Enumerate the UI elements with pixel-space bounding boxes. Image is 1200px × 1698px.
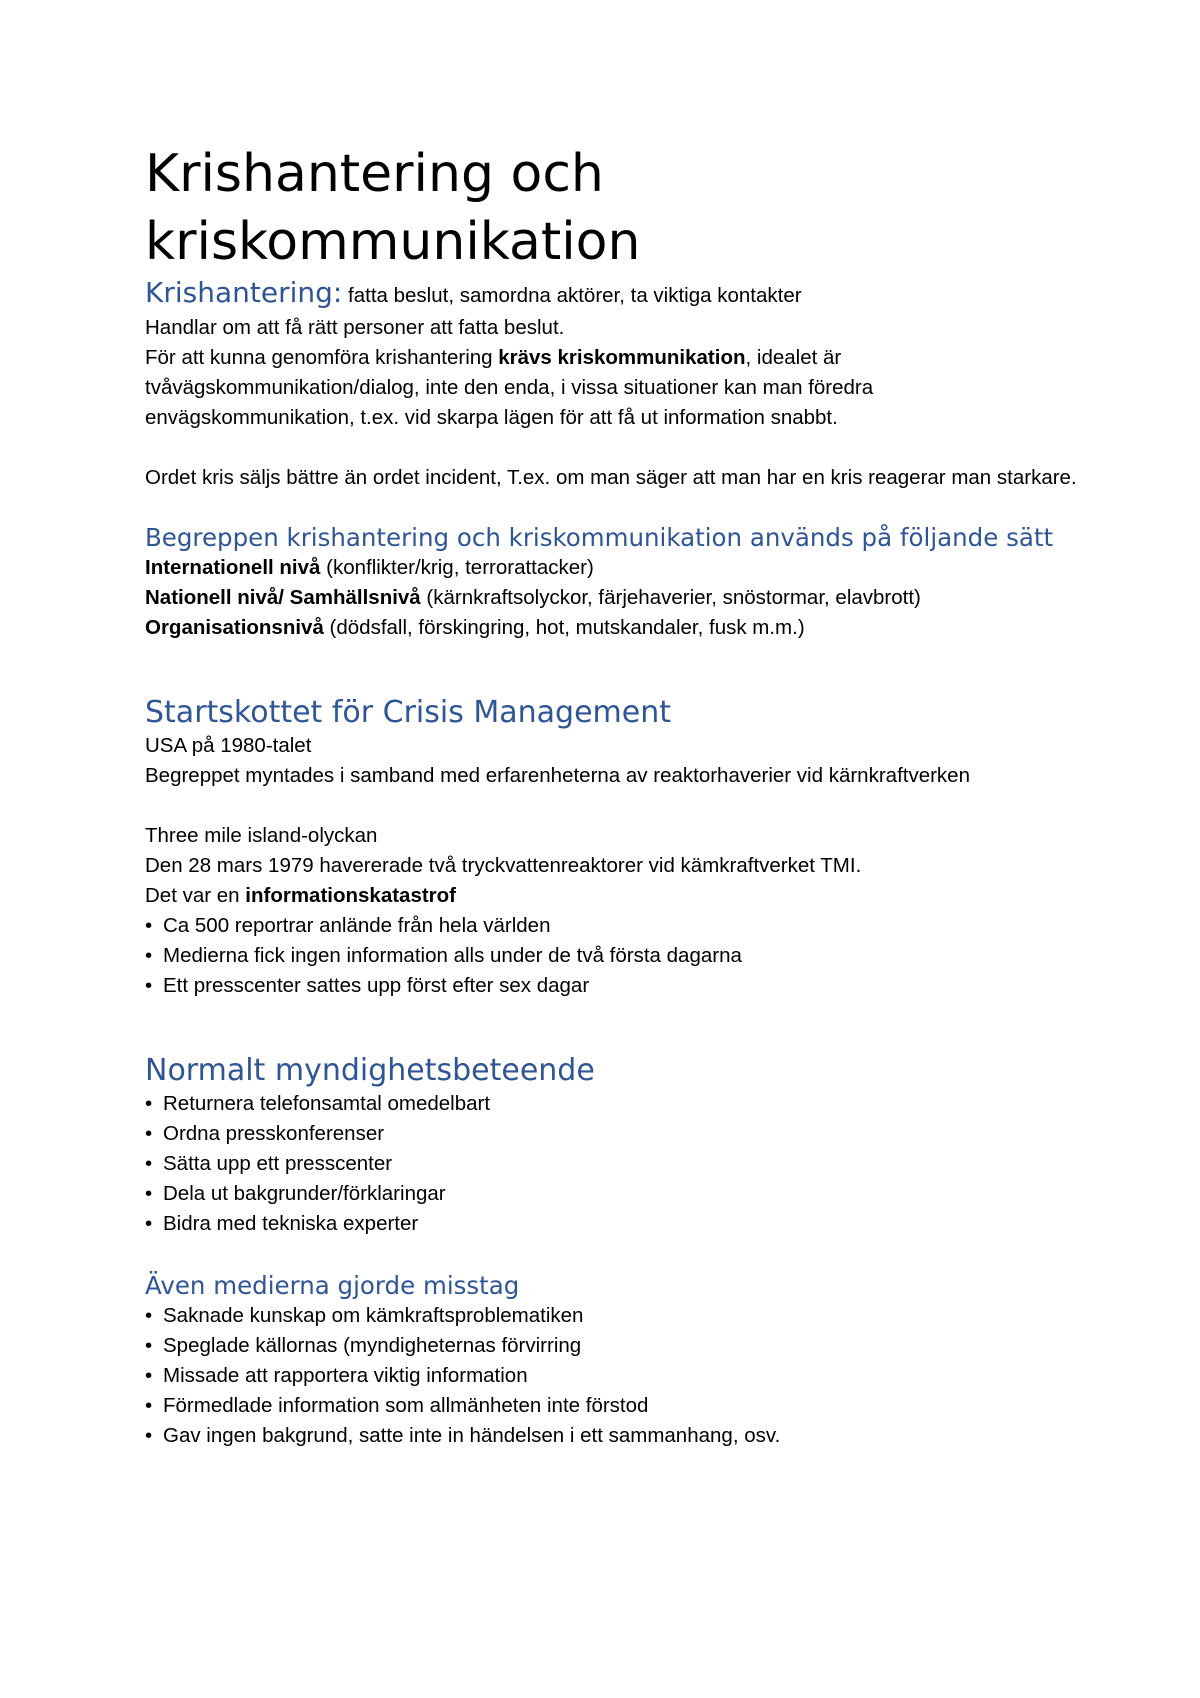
level-item-name: Internationell nivå (145, 556, 321, 579)
start-line-5-a: Det var en (145, 884, 246, 907)
intro-heading-rest: fatta beslut, samordna aktörer, ta viktiga kontakter (342, 284, 802, 307)
start-line-2: Begreppet myntades i samband med erfarenheterna av reaktorhaverier vid kärnkraftverken (145, 764, 970, 787)
intro-line-2: Handlar om att få rätt personer att fatta beslut. (145, 316, 565, 339)
intro-line-1 (145, 276, 1105, 313)
bullet-glyph: • (145, 1394, 153, 1417)
title-line-1: Krishantering och (145, 144, 604, 204)
document-title (145, 140, 1105, 276)
start-line-3: Three mile island-olyckan (145, 824, 378, 847)
list-item (145, 1421, 1105, 1451)
start-heading: Startskottet för Crisis Management (145, 695, 672, 730)
bullet-glyph: • (145, 974, 153, 997)
list-item (145, 941, 1105, 971)
list-item-text: Bidra med tekniska experter (163, 1212, 419, 1235)
bullet-glyph: • (145, 1334, 153, 1357)
list-item-text: Ca 500 reportrar anlände från hela världen (163, 914, 551, 937)
intro-line-5: envägskommunikation, t.ex. vid skarpa lägen för att få ut information snabbt. (145, 406, 838, 429)
list-item (145, 1331, 1105, 1361)
intro-line-4: tvåvägskommunikation/dialog, inte den enda, i vissa situationer kan man föredra (145, 376, 874, 399)
list-item (145, 1301, 1105, 1331)
start-bullet-list (145, 911, 1105, 1001)
normal-bullet-list (145, 1089, 1105, 1239)
list-item (145, 1149, 1105, 1179)
bullet-glyph: • (145, 1122, 153, 1145)
media-bullet-list (145, 1301, 1105, 1451)
intro-paragraph-2: Ordet kris säljs bättre än ordet incident, T.ex. om man säger att man har en kris reagerar man starkare. (145, 466, 1077, 489)
list-item (145, 1179, 1105, 1209)
list-item-text: Gav ingen bakgrund, satte inte in händelsen i ett sammanhang, osv. (163, 1424, 781, 1447)
level-item-examples: (konflikter/krig, terrorattacker) (320, 556, 594, 579)
list-item-text: Medierna fick ingen information alls under de två första dagarna (163, 944, 742, 967)
list-item-text: Missade att rapportera viktig information (163, 1364, 528, 1387)
intro-line-3-bold: krävs kriskommunikation (498, 346, 746, 369)
bullet-glyph: • (145, 1304, 153, 1327)
bullet-glyph: • (145, 944, 153, 967)
list-item-text: Förmedlade information som allmänheten inte förstod (163, 1394, 649, 1417)
start-line-4: Den 28 mars 1979 havererade två tryckvattenreaktorer vid kämkraftverket TMI. (145, 854, 862, 877)
list-item (145, 1391, 1105, 1421)
start-line-5 (145, 881, 1105, 911)
list-item-text: Ett presscenter sattes upp först efter sex dagar (163, 974, 590, 997)
level-item-name: Nationell nivå/ Samhällsnivå (145, 586, 421, 609)
bullet-glyph: • (145, 1424, 153, 1447)
list-item-text: Saknade kunskap om kämkraftsproblematiken (163, 1304, 584, 1327)
list-item (145, 1209, 1105, 1239)
level-item (145, 613, 1105, 643)
intro-inline-heading: Krishantering: (145, 276, 343, 309)
list-item-text: Returnera telefonsamtal omedelbart (163, 1092, 491, 1115)
intro-line-3-c: , idealet är (745, 346, 842, 369)
start-line-5-bold: informationskatastrof (245, 884, 457, 907)
list-item (145, 911, 1105, 941)
level-item (145, 553, 1105, 583)
normal-behavior-heading: Normalt myndighetsbeteende (145, 1053, 595, 1088)
list-item-text: Sätta upp ett presscenter (163, 1152, 393, 1175)
title-line-2: kriskommunikation (145, 212, 641, 272)
list-item (145, 1361, 1105, 1391)
list-item-text: Speglade källornas (myndigheternas förvirring (163, 1334, 582, 1357)
intro-line-3-a: För att kunna genomföra krishantering (145, 346, 499, 369)
media-mistakes-heading: Även medierna gjorde misstag (145, 1271, 520, 1300)
list-item (145, 1119, 1105, 1149)
list-item-text: Ordna presskonferenser (163, 1122, 385, 1145)
levels-heading: Begreppen krishantering och kriskommunikation används på följande sätt (145, 523, 1054, 552)
bullet-glyph: • (145, 1182, 153, 1205)
document-content (145, 140, 1105, 1451)
level-item (145, 583, 1105, 613)
list-item-text: Dela ut bakgrunder/förklaringar (163, 1182, 446, 1205)
level-item-name: Organisationsnivå (145, 616, 324, 639)
intro-line-3 (145, 343, 1105, 373)
level-item-examples: (kärnkraftsolyckor, färjehaverier, snöstormar, elavbrott) (420, 586, 921, 609)
bullet-glyph: • (145, 914, 153, 937)
list-item (145, 1089, 1105, 1119)
level-item-examples: (dödsfall, förskingring, hot, mutskandaler, fusk m.m.) (323, 616, 805, 639)
bullet-glyph: • (145, 1364, 153, 1387)
list-item (145, 971, 1105, 1001)
bullet-glyph: • (145, 1212, 153, 1235)
start-line-1: USA på 1980-talet (145, 734, 312, 757)
bullet-glyph: • (145, 1092, 153, 1115)
levels-list (145, 553, 1105, 643)
bullet-glyph: • (145, 1152, 153, 1175)
